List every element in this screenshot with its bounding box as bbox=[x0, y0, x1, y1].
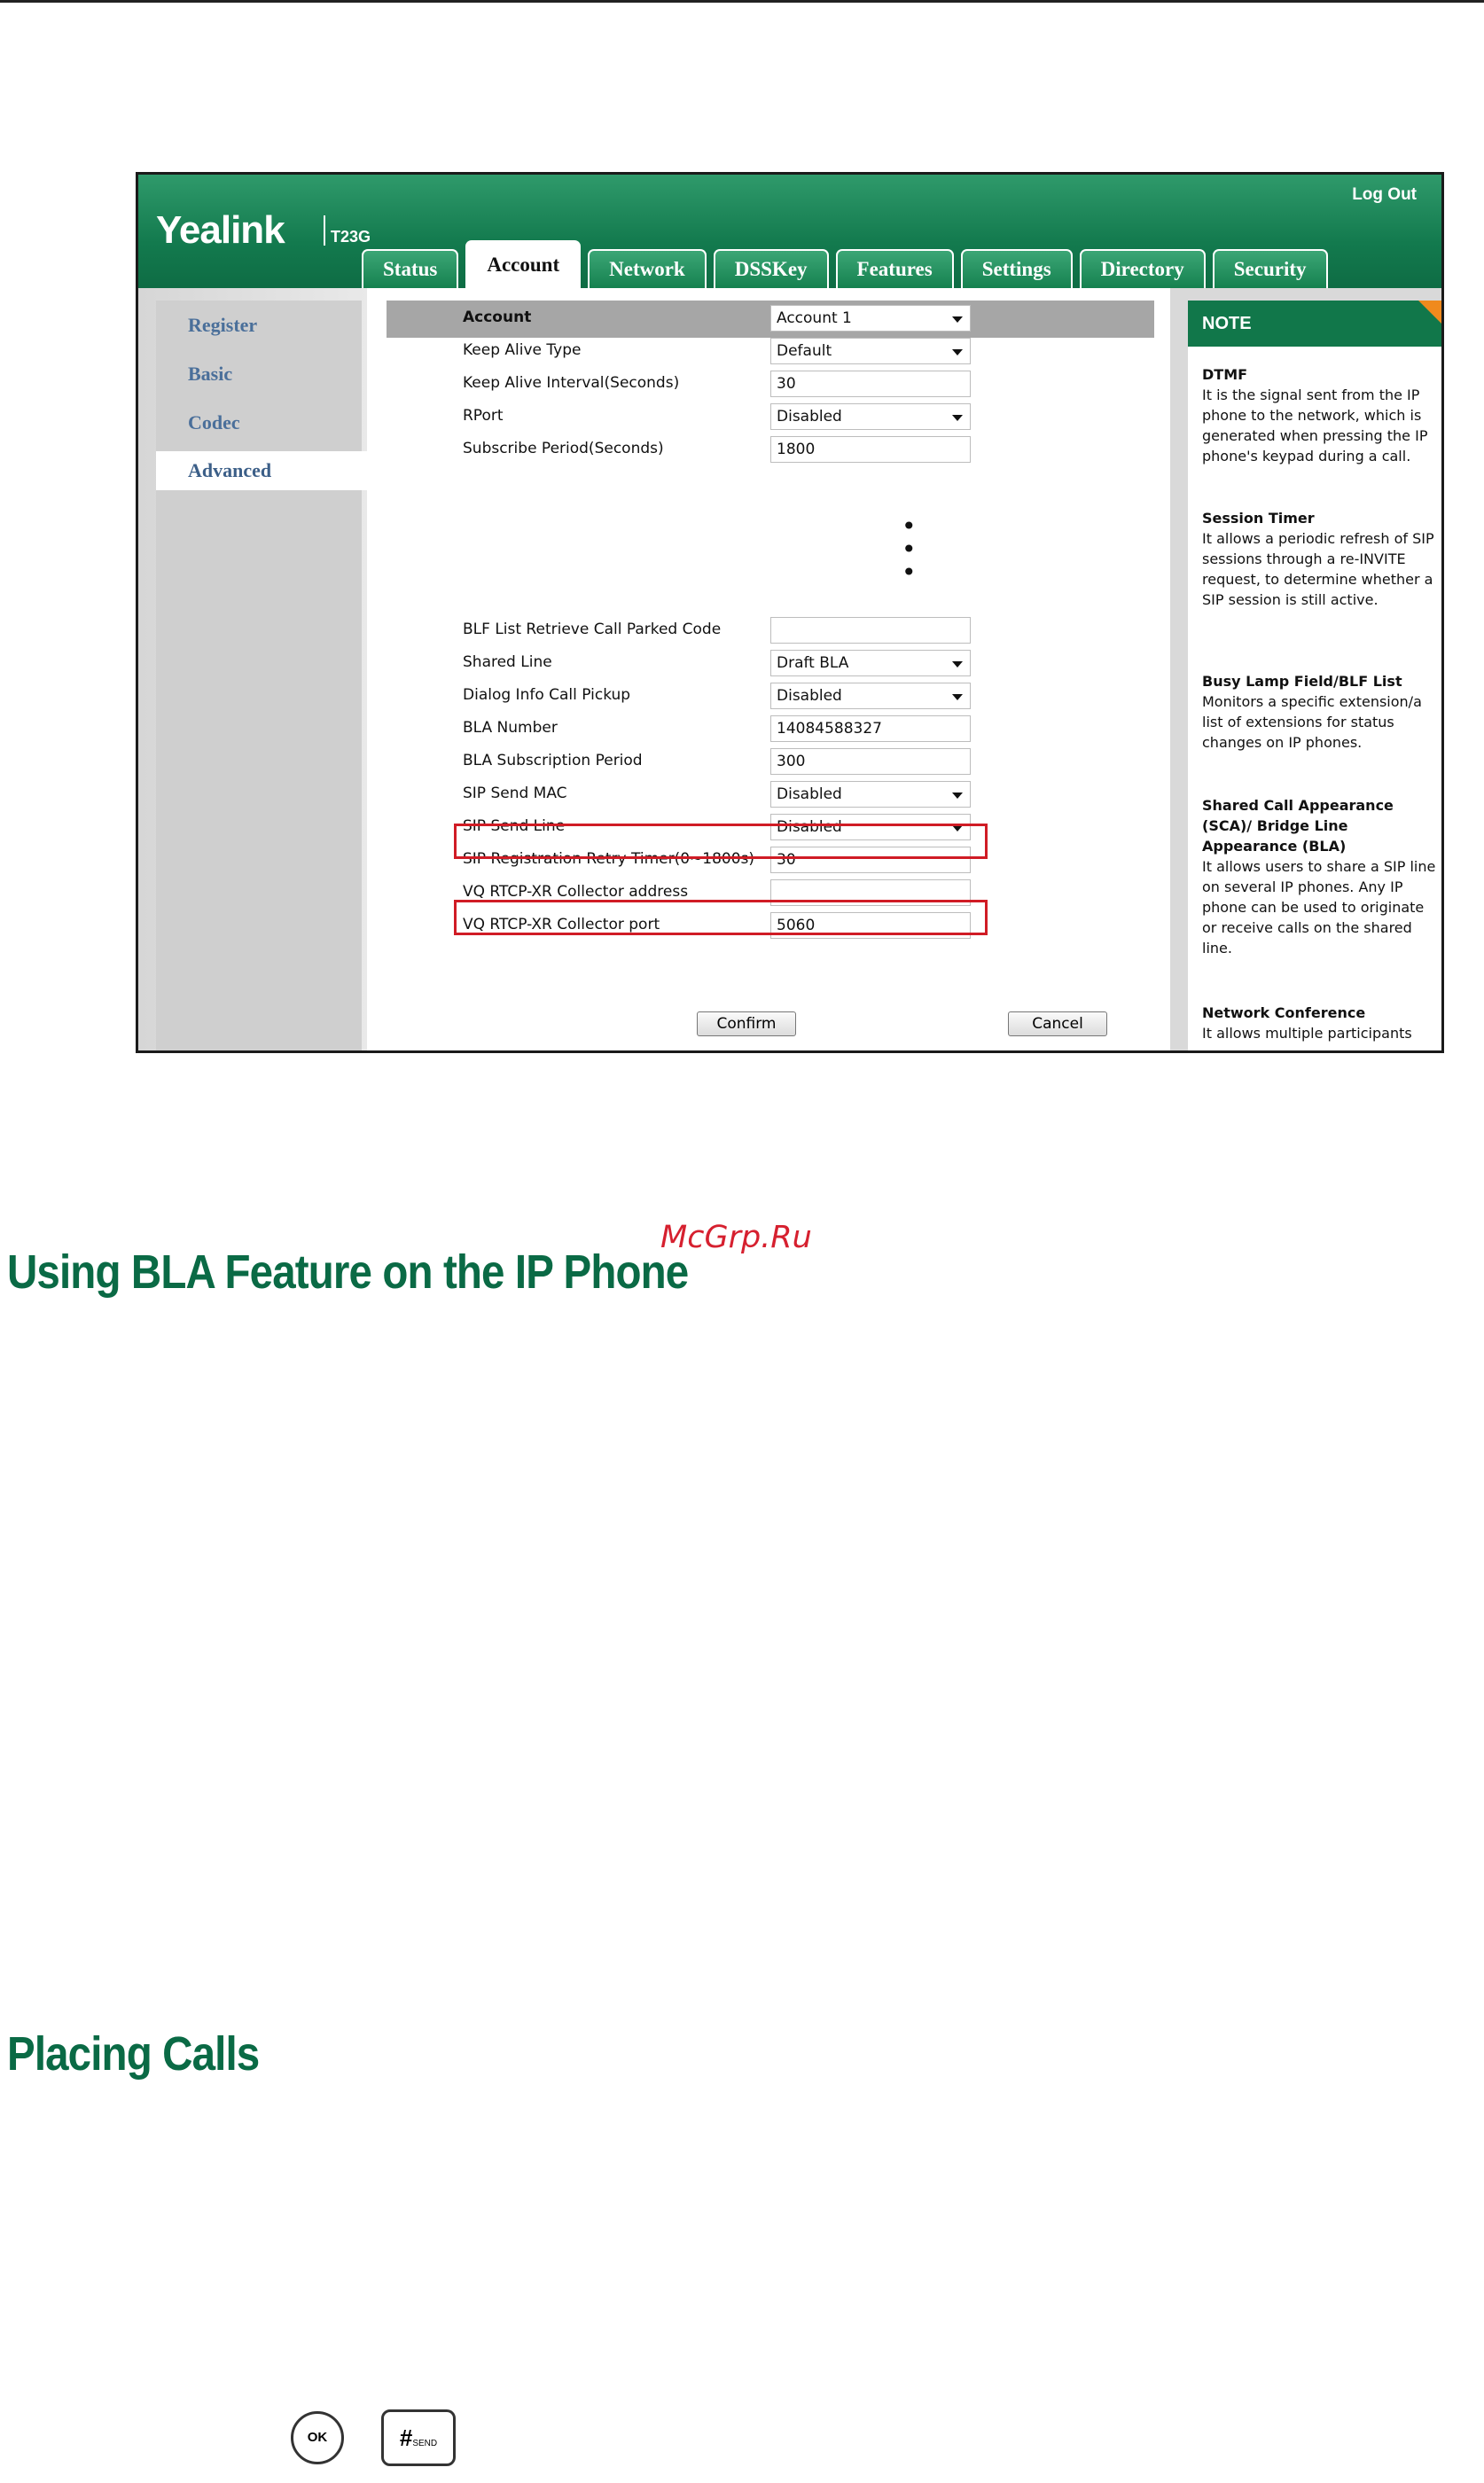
tab-directory[interactable]: Directory bbox=[1080, 249, 1206, 288]
ellipsis-dot: • bbox=[902, 535, 917, 564]
form-row bbox=[383, 777, 1163, 813]
cancel-button[interactable]: Cancel bbox=[1008, 1011, 1107, 1036]
tab-network[interactable]: Network bbox=[588, 249, 707, 288]
field-select[interactable]: Disabled bbox=[770, 683, 971, 709]
form-row bbox=[383, 646, 1163, 682]
web-ui-screenshot bbox=[136, 172, 1444, 1053]
note-body bbox=[1188, 347, 1443, 1053]
ellipsis-dot: • bbox=[902, 511, 917, 541]
note-text: It is the signal sent from the IP phone to the network, which is generated when pressing the IP phone's keypad during a call. bbox=[1202, 387, 1428, 465]
form-row bbox=[383, 679, 1163, 714]
form-row bbox=[383, 334, 1163, 370]
note-corner-icon bbox=[1418, 301, 1443, 325]
model-label: T23G bbox=[331, 228, 371, 246]
note-title: Session Timer bbox=[1202, 510, 1315, 527]
account-select[interactable]: Account 1 bbox=[770, 305, 971, 332]
highlight-shared-line bbox=[454, 824, 988, 859]
field-input[interactable]: 5060 bbox=[770, 912, 971, 939]
note-title: DTMF bbox=[1202, 366, 1248, 383]
note-section-blf bbox=[1202, 671, 1437, 753]
field-input[interactable] bbox=[770, 617, 971, 644]
field-select[interactable]: Disabled bbox=[770, 781, 971, 808]
tab-settings[interactable]: Settings bbox=[961, 249, 1073, 288]
highlight-bla-number bbox=[454, 900, 988, 935]
field-label: SIP Send Line bbox=[463, 817, 566, 835]
sidebar-item-codec[interactable]: Codec bbox=[188, 411, 240, 433]
field-input[interactable]: 30 bbox=[770, 847, 971, 873]
field-label: SIP Registration Retry Timer(0~1800s) bbox=[463, 850, 755, 868]
sidebar-item-register[interactable]: Register bbox=[188, 314, 258, 336]
field-select[interactable]: Draft BLA bbox=[770, 650, 971, 676]
hash-key-sub-label: SEND bbox=[412, 2439, 438, 2448]
sidebar-item-advanced[interactable]: Advanced bbox=[156, 451, 387, 490]
field-select[interactable]: Default bbox=[770, 338, 971, 364]
field-label: BLF List Retrieve Call Parked Code bbox=[463, 621, 722, 638]
note-section-sca-bla bbox=[1202, 795, 1437, 958]
account-row bbox=[383, 301, 1163, 337]
logo-separator bbox=[324, 215, 325, 246]
section-heading-using-bla: Using BLA Feature on the IP Phone bbox=[7, 1245, 689, 1299]
note-panel bbox=[1170, 288, 1444, 1053]
note-title: Shared Call Appearance (SCA)/ Bridge Line Appearance (BLA) bbox=[1202, 797, 1394, 855]
field-input[interactable]: 300 bbox=[770, 748, 971, 775]
hash-send-key-icon bbox=[381, 2409, 456, 2466]
form-row bbox=[383, 433, 1163, 468]
tab-dsskey[interactable]: DSSKey bbox=[714, 249, 829, 288]
form-row bbox=[383, 613, 1163, 649]
field-label: Shared Line bbox=[463, 653, 552, 671]
note-header: NOTE bbox=[1188, 301, 1443, 347]
note-section-dtmf bbox=[1202, 364, 1437, 466]
watermark: McGrp.Ru bbox=[660, 1220, 812, 1255]
form-row bbox=[383, 400, 1163, 435]
account-form bbox=[383, 288, 1163, 1053]
note-text: Monitors a specific extension/a list of extensions for status changes on IP phones. bbox=[1202, 693, 1422, 751]
form-row bbox=[383, 712, 1163, 747]
field-input[interactable]: 30 bbox=[770, 371, 971, 397]
field-input[interactable]: 14084588327 bbox=[770, 715, 971, 742]
field-label: Subscribe Period(Seconds) bbox=[463, 440, 664, 457]
field-label: SIP Send MAC bbox=[463, 785, 567, 802]
section-heading-placing-calls: Placing Calls bbox=[7, 2027, 260, 2081]
yealink-logo: Yealink bbox=[156, 208, 285, 252]
ok-key-icon: OK bbox=[291, 2411, 344, 2464]
note-text: It allows multiple participants bbox=[1202, 1025, 1412, 1042]
field-select[interactable]: Disabled bbox=[770, 403, 971, 430]
field-label: Keep Alive Type bbox=[463, 341, 582, 359]
form-row bbox=[383, 367, 1163, 402]
tab-security[interactable]: Security bbox=[1213, 249, 1328, 288]
note-text: It allows a periodic refresh of SIP sessions through a re-INVITE request, to determine whether a SIP session is still active. bbox=[1202, 530, 1434, 608]
field-label: RPort bbox=[463, 407, 504, 425]
field-label: Keep Alive Interval(Seconds) bbox=[463, 374, 680, 392]
left-sidebar bbox=[138, 288, 367, 1053]
page-top-rule bbox=[0, 0, 1484, 3]
note-text: It allows users to share a SIP line on several IP phones. Any IP phone can be used to originate or receive calls on the shared line. bbox=[1202, 858, 1436, 957]
hash-key-symbol: # bbox=[399, 2424, 413, 2451]
header-bar bbox=[138, 175, 1441, 288]
note-section-network-conference bbox=[1202, 1003, 1437, 1043]
note-title: Busy Lamp Field/BLF List bbox=[1202, 673, 1402, 690]
field-label: BLA Subscription Period bbox=[463, 752, 643, 769]
account-label: Account bbox=[463, 308, 532, 326]
logout-link[interactable]: Log Out bbox=[1352, 185, 1417, 204]
field-label: BLA Number bbox=[463, 719, 558, 737]
field-select[interactable]: Disabled bbox=[770, 814, 971, 840]
tab-bar bbox=[362, 244, 1328, 288]
note-title: Network Conference bbox=[1202, 1004, 1366, 1021]
field-label: VQ RTCP-XR Collector address bbox=[463, 883, 689, 901]
tab-account[interactable]: Account bbox=[465, 240, 581, 288]
tab-status[interactable]: Status bbox=[362, 249, 458, 288]
note-section-session-timer bbox=[1202, 508, 1437, 610]
ellipsis-dot: • bbox=[902, 558, 917, 587]
tab-features[interactable]: Features bbox=[836, 249, 954, 288]
field-label: VQ RTCP-XR Collector port bbox=[463, 916, 660, 933]
field-input[interactable]: 1800 bbox=[770, 436, 971, 463]
sidebar-item-basic[interactable]: Basic bbox=[188, 363, 233, 385]
form-row bbox=[383, 745, 1163, 780]
confirm-button[interactable]: Confirm bbox=[697, 1011, 796, 1036]
field-label: Dialog Info Call Pickup bbox=[463, 686, 631, 704]
